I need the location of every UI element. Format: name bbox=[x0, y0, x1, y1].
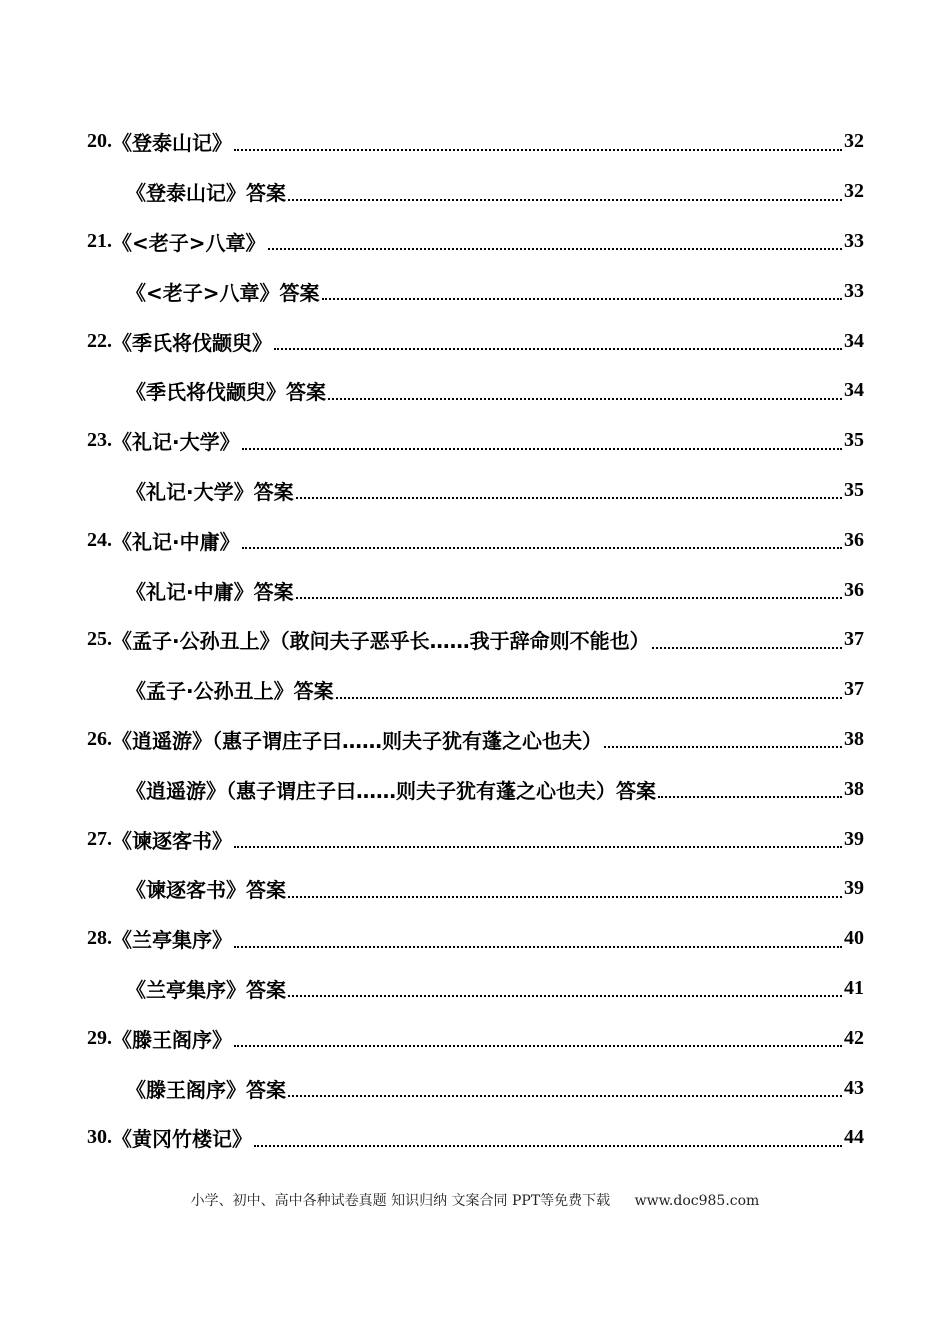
toc-dot-leader bbox=[288, 1095, 842, 1097]
toc-entry[interactable] bbox=[87, 515, 864, 565]
footer-site-link[interactable]: www.doc985.com bbox=[634, 1193, 760, 1209]
toc-page-number: 38 bbox=[844, 777, 864, 800]
toc-page-number: 38 bbox=[844, 727, 864, 750]
toc-entry[interactable] bbox=[87, 814, 864, 864]
toc-page-number: 36 bbox=[844, 528, 864, 551]
toc-answer-entry[interactable] bbox=[87, 466, 864, 516]
toc-dot-leader bbox=[296, 497, 842, 499]
toc-dot-leader bbox=[254, 1145, 842, 1147]
toc-dot-leader bbox=[336, 697, 842, 699]
toc-entry-title: 《逍遥游》（惠子谓庄子曰……则夫子犹有蓬之心也夫）答案 bbox=[126, 778, 656, 803]
toc-page-number: 37 bbox=[844, 678, 864, 701]
toc-entry-number: 20. bbox=[87, 130, 112, 153]
toc-entry-title: 《孟子·公孙丑上》答案 bbox=[126, 679, 334, 704]
toc-dot-leader bbox=[328, 398, 842, 400]
toc-entry-title: 《谏逐客书》 bbox=[112, 828, 232, 853]
toc-entry-title: 《兰亭集序》答案 bbox=[126, 977, 286, 1002]
toc-answer-entry[interactable] bbox=[87, 1063, 864, 1113]
toc-entry-title: 《滕王阁序》答案 bbox=[126, 1077, 286, 1102]
toc-page-number: 42 bbox=[844, 1026, 864, 1049]
toc-page-number: 34 bbox=[844, 329, 864, 352]
toc-entry[interactable] bbox=[87, 615, 864, 665]
toc-page-number: 32 bbox=[844, 180, 864, 203]
toc-page-number: 34 bbox=[844, 379, 864, 402]
toc-page-number: 41 bbox=[844, 976, 864, 999]
toc-answer-entry[interactable] bbox=[87, 764, 864, 814]
toc-entry-title: 《<老子>八章》 bbox=[112, 230, 266, 255]
toc-entry-title: 《兰亭集序》 bbox=[112, 928, 232, 953]
toc-dot-leader bbox=[658, 796, 842, 798]
toc-answer-entry[interactable] bbox=[87, 964, 864, 1014]
toc-dot-leader bbox=[268, 248, 842, 250]
toc-dot-leader bbox=[288, 995, 842, 997]
toc-entry-number: 22. bbox=[87, 329, 112, 352]
toc-page-number: 43 bbox=[844, 1076, 864, 1099]
toc-dot-leader bbox=[604, 746, 842, 748]
toc-entry-number: 29. bbox=[87, 1026, 112, 1049]
toc-dot-leader bbox=[288, 896, 842, 898]
toc-entry-title: 《礼记·中庸》答案 bbox=[126, 579, 294, 604]
toc-page-number: 37 bbox=[844, 628, 864, 651]
table-of-contents bbox=[87, 117, 864, 1163]
toc-page-number: 35 bbox=[844, 429, 864, 452]
toc-page-number: 33 bbox=[844, 279, 864, 302]
toc-entry[interactable] bbox=[87, 117, 864, 167]
toc-entry-title: 《季氏将伐颛臾》答案 bbox=[126, 380, 326, 405]
toc-dot-leader bbox=[242, 448, 842, 450]
toc-entry-number: 25. bbox=[87, 628, 112, 651]
toc-entry-title: 《礼记·中庸》 bbox=[112, 529, 240, 554]
toc-entry[interactable] bbox=[87, 914, 864, 964]
toc-entry[interactable] bbox=[87, 316, 864, 366]
toc-entry-title: 《黄冈竹楼记》 bbox=[112, 1127, 252, 1152]
toc-entry-number: 23. bbox=[87, 429, 112, 452]
toc-answer-entry[interactable] bbox=[87, 565, 864, 615]
toc-entry-number: 28. bbox=[87, 927, 112, 950]
footer-text: 小学、初中、高中各种试卷真题 知识归纳 文案合同 PPT等免费下载 bbox=[190, 1193, 611, 1209]
toc-entry-number: 26. bbox=[87, 727, 112, 750]
toc-entry-title: 《孟子·公孙丑上》（敢问夫子恶乎长……我于辞命则不能也） bbox=[112, 629, 650, 654]
toc-answer-entry[interactable] bbox=[87, 167, 864, 217]
toc-entry-number: 30. bbox=[87, 1126, 112, 1149]
toc-dot-leader bbox=[242, 547, 842, 549]
toc-entry-title: 《谏逐客书》答案 bbox=[126, 878, 286, 903]
toc-entry-title: 《<老子>八章》答案 bbox=[126, 280, 320, 305]
toc-answer-entry[interactable] bbox=[87, 366, 864, 416]
page-footer bbox=[0, 1190, 950, 1210]
toc-answer-entry[interactable] bbox=[87, 266, 864, 316]
toc-entry[interactable] bbox=[87, 416, 864, 466]
toc-dot-leader bbox=[234, 846, 842, 848]
toc-answer-entry[interactable] bbox=[87, 665, 864, 715]
toc-dot-leader bbox=[274, 348, 842, 350]
toc-dot-leader bbox=[288, 199, 842, 201]
toc-dot-leader bbox=[296, 597, 842, 599]
toc-entry-title: 《登泰山记》答案 bbox=[126, 181, 286, 206]
toc-page-number: 32 bbox=[844, 130, 864, 153]
toc-entry[interactable] bbox=[87, 1013, 864, 1063]
toc-dot-leader bbox=[234, 1045, 842, 1047]
toc-entry-title: 《滕王阁序》 bbox=[112, 1027, 232, 1052]
toc-entry-title: 《礼记·大学》 bbox=[112, 430, 240, 455]
toc-entry-number: 24. bbox=[87, 528, 112, 551]
toc-entry[interactable] bbox=[87, 1113, 864, 1163]
toc-page-number: 33 bbox=[844, 229, 864, 252]
toc-page-number: 44 bbox=[844, 1126, 864, 1149]
toc-page-number: 39 bbox=[844, 877, 864, 900]
toc-entry[interactable] bbox=[87, 715, 864, 765]
toc-page-number: 35 bbox=[844, 478, 864, 501]
toc-entry-title: 《登泰山记》 bbox=[112, 131, 232, 156]
toc-entry-number: 21. bbox=[87, 229, 112, 252]
toc-dot-leader bbox=[652, 647, 842, 649]
toc-entry-title: 《季氏将伐颛臾》 bbox=[112, 330, 272, 355]
toc-dot-leader bbox=[234, 149, 842, 151]
toc-entry[interactable] bbox=[87, 217, 864, 267]
toc-entry-title: 《逍遥游》（惠子谓庄子曰……则夫子犹有蓬之心也夫） bbox=[112, 728, 602, 753]
toc-dot-leader bbox=[234, 946, 842, 948]
toc-entry-title: 《礼记·大学》答案 bbox=[126, 479, 294, 504]
toc-entry-number: 27. bbox=[87, 827, 112, 850]
toc-answer-entry[interactable] bbox=[87, 864, 864, 914]
toc-page-number: 39 bbox=[844, 827, 864, 850]
toc-dot-leader bbox=[322, 298, 842, 300]
toc-page-number: 36 bbox=[844, 578, 864, 601]
toc-page-number: 40 bbox=[844, 927, 864, 950]
